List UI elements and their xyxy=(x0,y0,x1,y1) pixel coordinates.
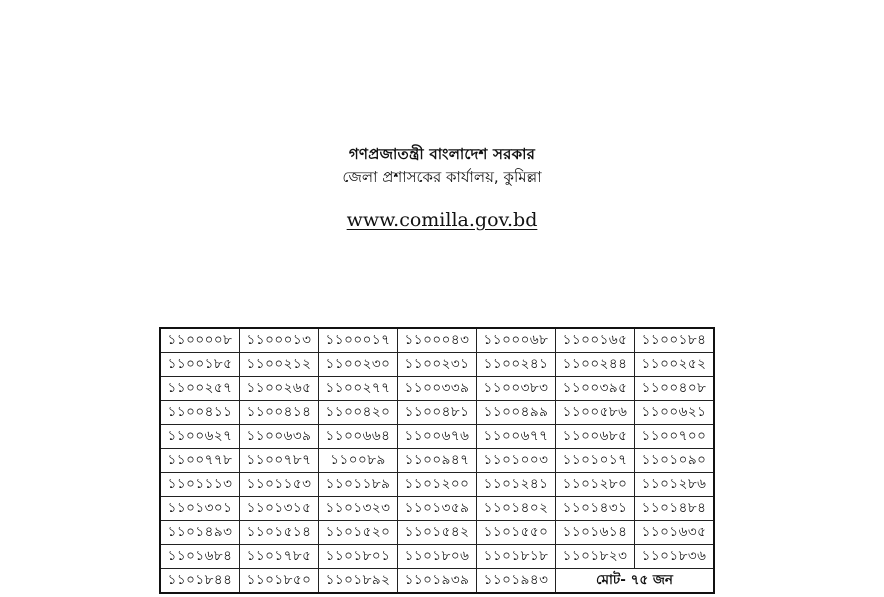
roll-number-cell: ১১০০৫৮৬ xyxy=(556,401,635,425)
roll-number-cell: ১১০০২৬৫ xyxy=(240,377,319,401)
roll-number-cell: ১১০১১৮৯ xyxy=(319,473,398,497)
roll-number-cell: ১১০১৩১৫ xyxy=(240,497,319,521)
website-link[interactable]: www.comilla.gov.bd xyxy=(346,209,538,231)
table-row xyxy=(160,377,714,401)
roll-number-cell: ১১০১৬৩৫ xyxy=(635,521,715,545)
roll-number-cell: ১১০১৮৯২ xyxy=(319,569,398,594)
roll-number-cell: ১১০১০১৭ xyxy=(556,449,635,473)
roll-number-cell: ১১০১১১৩ xyxy=(160,473,240,497)
roll-number-cell: ১১০০৭৭৮ xyxy=(160,449,240,473)
roll-number-cell: ১১০১২৮০ xyxy=(556,473,635,497)
roll-number-cell: ১১০০০১৩ xyxy=(240,328,319,353)
roll-number-cell: ১১০১৩২৩ xyxy=(319,497,398,521)
roll-number-cell: ১১০১৪৮৪ xyxy=(635,497,715,521)
roll-number-cell: ১১০১৬১৪ xyxy=(556,521,635,545)
roll-number-cell: ১১০০২৩১ xyxy=(398,353,477,377)
table-row xyxy=(160,328,714,353)
roll-number-cell: ১১০০২৪৪ xyxy=(556,353,635,377)
roll-number-cell: ১১০০৬৬৪ xyxy=(319,425,398,449)
roll-number-cell: ১১০১৫৪২ xyxy=(398,521,477,545)
roll-number-cell: ১১০১৯৩৯ xyxy=(398,569,477,594)
roll-number-cell: ১১০০০১৭ xyxy=(319,328,398,353)
roll-number-cell: ১১০০৬৩৯ xyxy=(240,425,319,449)
roll-number-cell: ১১০০০৬৮ xyxy=(477,328,556,353)
roll-number-cell: ১১০০২৩০ xyxy=(319,353,398,377)
roll-number-cell: ১১০১৫১৪ xyxy=(240,521,319,545)
roll-number-cell: ১১০১৮০১ xyxy=(319,545,398,569)
roll-number-cell: ১১০০৪১৪ xyxy=(240,401,319,425)
roll-number-cell: ১১০০৬৭৭ xyxy=(477,425,556,449)
roll-number-cell: ১১০১০৯০ xyxy=(635,449,715,473)
roll-number-cell: ১১০০১৮৫ xyxy=(160,353,240,377)
roll-number-cell: ১১০১৬৮৪ xyxy=(160,545,240,569)
roll-number-cell: ১১০০৭০০ xyxy=(635,425,715,449)
table-row xyxy=(160,401,714,425)
roll-number-cell: ১১০০৬৭৬ xyxy=(398,425,477,449)
roll-number-cell: ১১০১৮৩৬ xyxy=(635,545,715,569)
result-table-body xyxy=(160,328,714,593)
roll-number-cell: ১১০০২৫৭ xyxy=(160,377,240,401)
table-row xyxy=(160,353,714,377)
roll-number-cell: ১১০১৯৪৩ xyxy=(477,569,556,594)
roll-number-cell: ১১০১৮০৬ xyxy=(398,545,477,569)
roll-number-cell: ১১০০৬২১ xyxy=(635,401,715,425)
roll-number-cell: ১১০০০৪৩ xyxy=(398,328,477,353)
roll-number-cell: ১১০১২০০ xyxy=(398,473,477,497)
table-row xyxy=(160,569,714,594)
roll-number-cell: ১১০০১৮৪ xyxy=(635,328,715,353)
roll-number-cell: ১১০০৪৮১ xyxy=(398,401,477,425)
roll-number-cell: ১১০০৯৪৭ xyxy=(398,449,477,473)
table-row xyxy=(160,521,714,545)
roll-number-cell: ১১০১৪০২ xyxy=(477,497,556,521)
roll-number-cell: ১১০১১৫৩ xyxy=(240,473,319,497)
total-count-cell: মোট- ৭৫ জন xyxy=(556,569,715,594)
roll-number-cell: ১১০০২৪১ xyxy=(477,353,556,377)
roll-number-cell: ১১০১৮৫০ xyxy=(240,569,319,594)
office-name: জেলা প্রশাসকের কার্যালয়, কুমিল্লা xyxy=(342,168,542,186)
roll-number-cell: ১১০১৪৩১ xyxy=(556,497,635,521)
roll-number-cell: ১১০০৭৮৭ xyxy=(240,449,319,473)
table-row xyxy=(160,545,714,569)
roll-number-cell: ১১০০৪১১ xyxy=(160,401,240,425)
roll-number-cell: ১১০০৩৩৯ xyxy=(398,377,477,401)
roll-number-cell: ১১০০২১২ xyxy=(240,353,319,377)
table-row xyxy=(160,497,714,521)
roll-number-cell: ১১০০৪২০ xyxy=(319,401,398,425)
roll-number-cell: ১১০১৮২৩ xyxy=(556,545,635,569)
table-row xyxy=(160,449,714,473)
roll-number-cell: ১১০১২৪১ xyxy=(477,473,556,497)
roll-number-cell: ১১০০১৬৫ xyxy=(556,328,635,353)
roll-number-cell: ১১০১৮১৮ xyxy=(477,545,556,569)
roll-number-cell: ১১০০৬২৭ xyxy=(160,425,240,449)
roll-number-cell: ১১০১০০৩ xyxy=(477,449,556,473)
result-table xyxy=(159,327,715,594)
roll-number-cell: ১১০০৩৮৩ xyxy=(477,377,556,401)
page-title: গণপ্রজাতন্ত্রী বাংলাদেশ সরকার xyxy=(348,145,536,163)
roll-number-cell: ১১০০০০৮ xyxy=(160,328,240,353)
roll-number-cell: ১১০১২৮৬ xyxy=(635,473,715,497)
table-row xyxy=(160,425,714,449)
roll-number-cell: ১১০১৩০১ xyxy=(160,497,240,521)
roll-number-cell: ১১০১৫২০ xyxy=(319,521,398,545)
table-row xyxy=(160,473,714,497)
roll-number-cell: ১১০১৫৫০ xyxy=(477,521,556,545)
roll-number-cell: ১১০০২৭৭ xyxy=(319,377,398,401)
roll-number-cell: ১১০০৪৯৯ xyxy=(477,401,556,425)
roll-number-cell: ১১০০৩৯৫ xyxy=(556,377,635,401)
roll-number-cell: ১১০১৭৮৫ xyxy=(240,545,319,569)
roll-number-cell: ১১০১৪৯৩ xyxy=(160,521,240,545)
roll-number-cell: ১১০১৩৫৯ xyxy=(398,497,477,521)
roll-number-cell: ১১০০৬৮৫ xyxy=(556,425,635,449)
roll-number-cell: ১১০০৮৯ xyxy=(319,449,398,473)
roll-number-cell: ১১০১৮৪৪ xyxy=(160,569,240,594)
roll-number-cell: ১১০০৪০৮ xyxy=(635,377,715,401)
roll-number-cell: ১১০০২৫২ xyxy=(635,353,715,377)
